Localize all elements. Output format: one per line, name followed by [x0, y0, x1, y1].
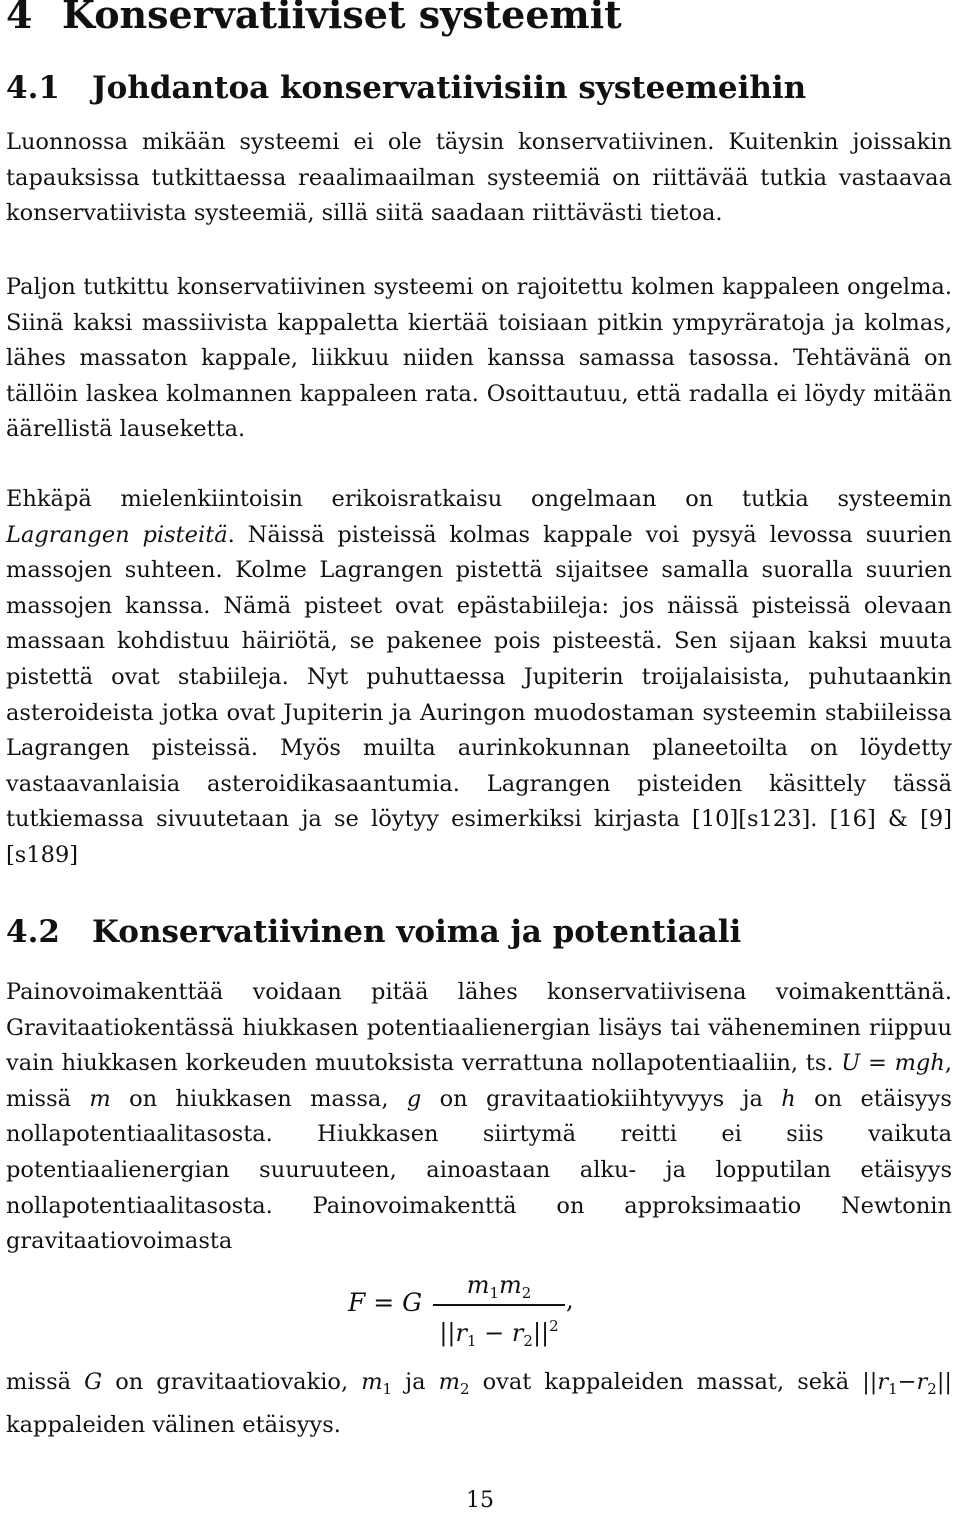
eq-subscript: 2 — [521, 1284, 532, 1302]
lagrange-italic-term: Lagrangen pisteitä — [6, 521, 228, 548]
subscript: 1 — [888, 1380, 898, 1398]
eq-subscript: 2 — [523, 1331, 533, 1350]
text-run: ja — [392, 1369, 439, 1395]
chapter-number: 4 — [6, 0, 33, 37]
eq-subscript: 1 — [467, 1331, 477, 1350]
symbol-h: h — [781, 1085, 796, 1112]
page-number: 15 — [466, 1488, 494, 1513]
subscript: 1 — [382, 1380, 393, 1398]
equation-denominator — [433, 1309, 565, 1358]
text-run: on gravitaatiokiihtyvyys ja — [421, 1085, 782, 1112]
text-run: missä — [6, 1369, 85, 1395]
symbol-m: m — [89, 1085, 111, 1112]
norm-symbol: ||r — [862, 1369, 889, 1395]
eq-symbol: − r — [476, 1318, 524, 1347]
symbol-g: g — [406, 1085, 422, 1112]
text-run: ovat kappaleiden massat, sekä — [469, 1369, 863, 1395]
text-run: on etäisyys nollapotentiaalitasosta. Hiukkasen siirtymä reitti ei siis vaikuta potentiaalienergian suuruuteen, ainoastaan alku- ja lopputilan etäisyys nollapotentiaalitasosta. Painovoimakenttä on approksimaatio Newtonin gravitaatiovoimasta — [6, 1085, 952, 1255]
section-title: Johdantoa konservatiivisiin systeemeihin — [92, 70, 807, 106]
paragraph-definitions — [6, 1365, 952, 1443]
norm-symbol: || — [936, 1369, 952, 1395]
eq-symbol: ||r — [439, 1318, 467, 1347]
equation-fraction — [433, 1268, 565, 1358]
section-heading-4-2 — [6, 914, 741, 950]
equation-comma: , — [566, 1286, 574, 1314]
text-run: , missä — [6, 1050, 952, 1112]
paragraph-lagrange — [6, 482, 952, 874]
section-title: Konservatiivinen voima ja potentiaali — [92, 914, 742, 950]
paragraph-intro: Luonnossa mikään systeemi ei ole täysin konservatiivinen. Kuitenkin joissakin tapauksissa tutkittaessa reaalimaailman systeemiä on riittävää tutkia vastaavaa konservatiivista systeemiä, sillä siitä saadaan riittävästi tietoa. — [6, 129, 952, 227]
lagrange-text-before: Ehkäpä mielenkiintoisin erikoisratkaisu ongelmaan on tutkia systeemin — [6, 486, 952, 512]
fraction-bar — [433, 1304, 565, 1306]
section-heading-4-1 — [6, 70, 806, 106]
symbol-m2: m — [438, 1369, 460, 1395]
chapter-heading — [6, 0, 622, 37]
section-number: 4.2 — [6, 914, 60, 950]
norm-symbol: −r — [897, 1369, 928, 1395]
equation-lhs: F = G — [348, 1288, 423, 1317]
chapter-title: Konservatiiviset systeemit — [62, 0, 622, 37]
subscript: 2 — [927, 1380, 937, 1398]
symbol-G: G — [84, 1369, 103, 1395]
eq-subscript: 1 — [489, 1284, 499, 1302]
gravitation-equation — [6, 1268, 952, 1348]
lagrange-text-after: . Näissä pisteissä kolmas kappale voi pysyä levossa suurien massojen suhteen. Kolme Lagrangen pistettä sijaitsee samalla suoralla suurien massojen kanssa. Nämä pisteet ovat epästabiileja: jos näissä pisteissä olevaan massaan kohdistuu häiriötä, se pakenee pois pisteestä. Sen sijaan kaksi muuta pistettä ovat stabiileja. Nyt puhuttaessa Jupiterin troijalaisista, puhutaankin asteroideista jotka ovat Jupiterin ja Auringon muodostaman systeemin stabiileissa Lagrangen pisteissä. Myös muilta aurinkokunnan planeetoilta on löydetty vastaavanlaisia asteroidikasaantumia. Lagrangen pisteiden käsittely tässä tutkiemassa sivuutetaan ja se löytyy esimerkiksi kirjasta [10][s123]. [16] & [9][s189] — [6, 521, 953, 868]
eq-symbol: m — [499, 1271, 522, 1299]
subscript: 2 — [459, 1380, 470, 1398]
section-number: 4.1 — [6, 70, 60, 106]
text-run: Painovoimakenttää voidaan pitää lähes konservatiivisena voimakenttänä. Gravitaatiokentässä hiukkasen potentiaalienergian lisäys tai väheneminen riippuu vain hiukkasen korkeuden muutoksista verrattuna nollapotentiaaliin, ts. — [6, 979, 952, 1077]
inline-equation-potential: U = mgh — [841, 1050, 945, 1077]
equation-numerator — [433, 1268, 565, 1302]
text-run: on gravitaatiovakio, — [102, 1369, 362, 1395]
eq-symbol: || — [532, 1318, 550, 1347]
paragraph-three-body: Paljon tutkittu konservatiivinen systeemi on rajoitettu kolmen kappaleen ongelma. Siinä kaksi massiivista kappaletta kiertää toisiaan pitkin ympyräratoja ja kolmas, lähes massaton kappale, liikkuu niiden kanssa samassa tasossa. Tehtävänä on tällöin laskea kolmannen kappaleen rata. Osoittautuu, että radalla ei löydy mitään äärellistä lauseketta. — [6, 274, 952, 443]
text-run: kappaleiden välinen etäisyys. — [6, 1411, 341, 1438]
eq-superscript: 2 — [549, 1316, 559, 1335]
paragraph-potential — [6, 975, 952, 1260]
eq-symbol: m — [466, 1271, 490, 1299]
text-run: on hiukkasen massa, — [110, 1085, 407, 1112]
symbol-m1: m — [361, 1369, 383, 1395]
